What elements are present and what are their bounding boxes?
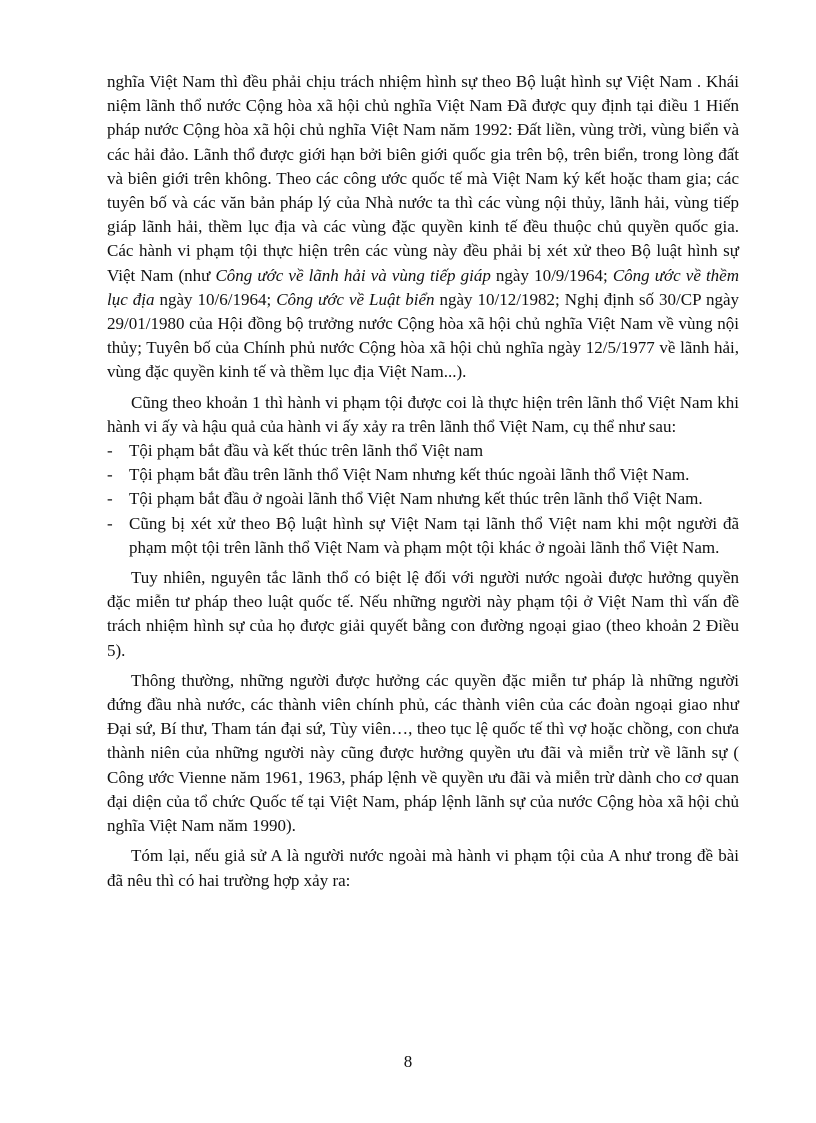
- dash-bullet: -: [107, 465, 113, 485]
- paragraph-text: ngày 10/6/1964;: [154, 289, 277, 309]
- list-item: [107, 439, 739, 463]
- dash-bullet: -: [107, 441, 113, 461]
- paragraph-text: nghĩa Việt Nam thì đều phải chịu trách nhiệm hình sự theo Bộ luật hình sự Việt Nam . Khái niệm lãnh thổ nước Cộng hòa xã hội chủ nghĩa Việt Nam Đã được quy định tại điều 1 Hiến pháp nước Cộng hòa xã hội chủ nghĩa Việt Nam năm 1992: Đất liền, vùng trời, vùng biển và các hải đảo. Lãnh thổ được giới hạn bởi biên giới quốc gia trên bộ, trên biển, trong lòng đất và biên giới trên không. Theo các công ước quốc tế mà Việt Nam ký kết hoặc tham gia; các tuyên bố và các văn bản pháp lý của Nhà nước ta thì các vùng nội thủy, lãnh hải, vùng tiếp giáp lãnh hải, thềm lục địa và các vùng đặc quyền kinh tế đều thuộc chủ quyền quốc gia. Các hành vi phạm tội thực hiện trên các vùng này đều phải bị xét xử theo Bộ luật hình sự Việt Nam (như: [107, 72, 739, 285]
- treaty-title: Công ước về Luật biển: [276, 289, 435, 309]
- document-body: [107, 70, 739, 893]
- paragraph-territory-definition: [107, 70, 739, 385]
- paragraph-immunity-exception: Tuy nhiên, nguyên tắc lãnh thổ có biệt lệ đối với người nước ngoài được hưởng quyền đặc miễn tư pháp theo luật quốc tế. Nếu những người này phạm tội ở Việt Nam thì vấn đề trách nhiệm hình sự của họ được giải quyết bằng con đường ngoại giao (theo khoản 2 Điều 5).: [107, 568, 739, 660]
- dash-bullet: -: [107, 489, 113, 509]
- list-item: [107, 463, 739, 487]
- page-number: 8: [403, 1052, 413, 1071]
- paragraph-conclusion: Tóm lại, nếu giả sử A là người nước ngoài mà hành vi phạm tội của A như trong đề bài đã nêu thì có hai trường hợp xảy ra:: [107, 846, 739, 890]
- paragraph-text: ngày 10/12/1982; Nghị định số 30/CP ngày 29/01/1980 của Hội đồng bộ trưởng nước Cộng hòa xã hội chủ nghĩa Việt Nam về vùng nội thủy; Tuyên bố của Chính phủ nước Cộng hòa xã hội chủ nghĩa ngày 12/5/1977 về lãnh hải, vùng đặc quyền kinh tế và thềm lục địa Việt Nam...).: [107, 289, 739, 382]
- crime-cases-list: [107, 439, 739, 560]
- list-item-text: Tội phạm bắt đầu trên lãnh thổ Việt Nam nhưng kết thúc ngoài lãnh thổ Việt Nam.: [129, 465, 690, 485]
- list-item: [107, 487, 739, 511]
- list-item-text: Tội phạm bắt đầu và kết thúc trên lãnh thổ Việt nam: [129, 441, 484, 461]
- paragraph-clause-1: Cũng theo khoản 1 thì hành vi phạm tội được coi là thực hiện trên lãnh thổ Việt Nam khi hành vi ấy và hậu quả của hành vi ấy xảy ra trên lãnh thổ Việt Nam, cụ thể như sau:: [107, 392, 739, 436]
- dash-bullet: -: [107, 513, 113, 533]
- treaty-title: Công ước về lãnh hải và vùng tiếp giáp: [215, 265, 491, 285]
- list-item-text: Tội phạm bắt đầu ở ngoài lãnh thổ Việt Nam nhưng kết thúc trên lãnh thổ Việt Nam.: [129, 489, 703, 509]
- paragraph-immunity-holders: Thông thường, những người được hưởng các quyền đặc miễn tư pháp là những người đứng đầu nhà nước, các thành viên chính phủ, các thành viên của các đoàn ngoại giao như Đại sứ, Bí thư, Tham tán đại sứ, Tùy viên…, theo tục lệ quốc tế thì vợ hoặc chồng, con chưa thành niên của những người này cũng được hưởng quyền ưu đãi và miễn trừ về lãnh sự ( Công ước Vienne năm 1961, 1963, pháp lệnh về quyền ưu đãi và miễn trừ dành cho cơ quan đại diện của tổ chức Quốc tế tại Việt Nam, pháp lệnh lãnh sự của nước Cộng hòa xã hội chủ nghĩa Việt Nam năm 1990).: [107, 670, 739, 836]
- treaty-title: Công ước về thềm lục địa: [107, 265, 740, 309]
- list-item-text: Cũng bị xét xử theo Bộ luật hình sự Việt Nam tại lãnh thổ Việt nam khi một người đã phạm một tội trên lãnh thổ Việt Nam và phạm một tội khác ở ngoài lãnh thổ Việt Nam.: [129, 513, 739, 557]
- paragraph-text: ngày 10/9/1964;: [490, 265, 613, 285]
- list-item: [107, 512, 739, 560]
